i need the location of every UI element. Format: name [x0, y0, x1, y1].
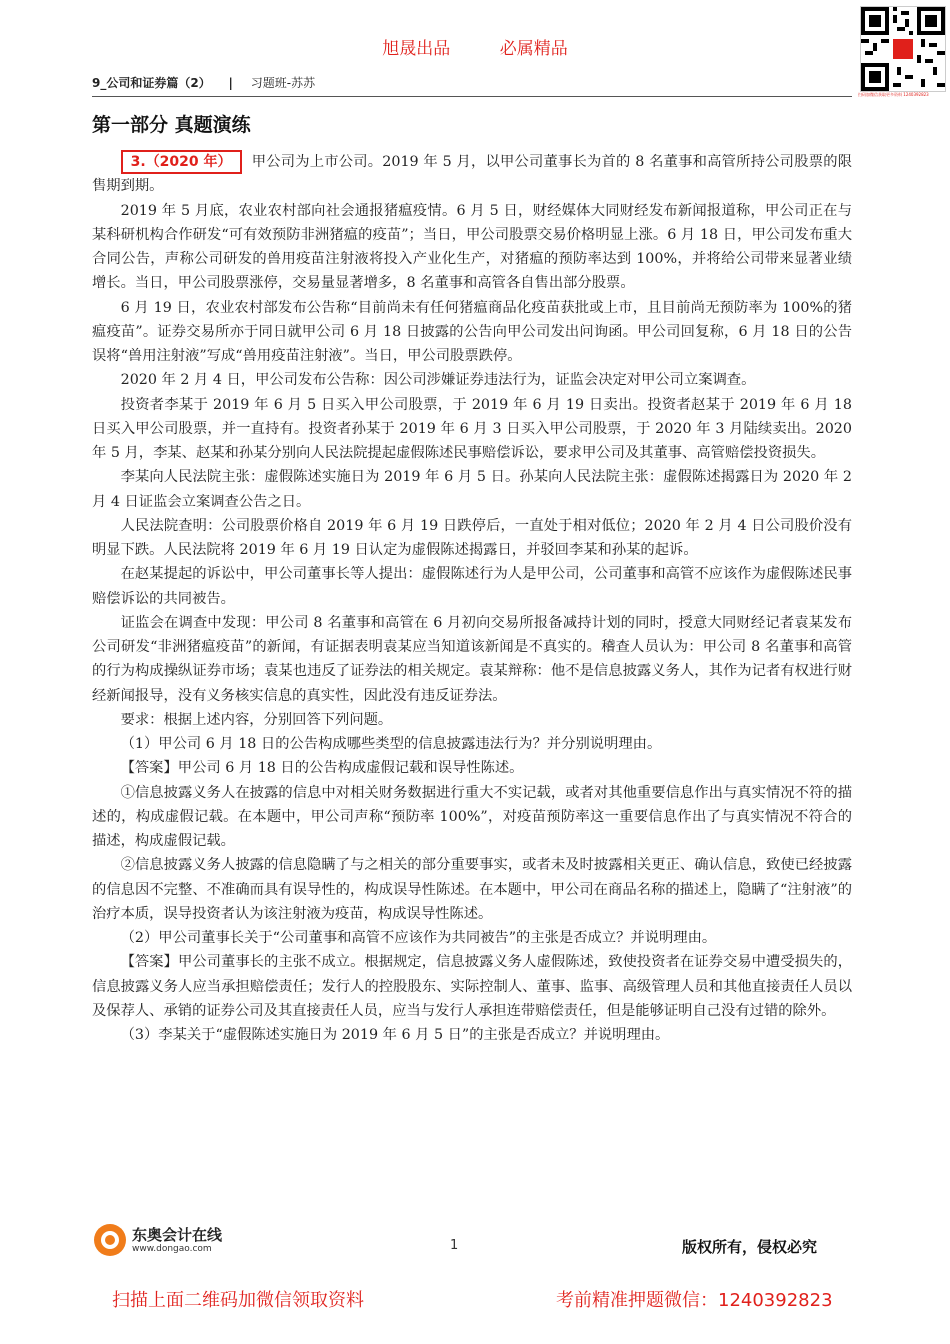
banner-left: 旭晟出品 — [382, 39, 451, 59]
question-body — [92, 150, 852, 1047]
logo-url: www.dongao.com — [132, 1244, 212, 1254]
logo-name: 东奥会计在线 — [132, 1226, 223, 1244]
promo-wechat: 考前精准押题微信：1240392823 — [556, 1290, 833, 1311]
question-paragraph: 2020 年 2 月 4 日，甲公司发布公告称：因公司涉嫌证券违法行为，证监会决定对甲公司立案调查。 — [120, 372, 756, 389]
qr-note: 扫码加微信获取更多资料 1240392823 — [858, 92, 929, 97]
question-paragraph: 人民法院查明：公司股票价格自 2019 年 6 月 19 日跌停后，一直处于相对低位；2020 年 2 月 4 日公司股价没有明显下跌。人民法院将 2019 年 6 月 19 日认定为虚假陈述揭露日，并驳回李某和孙某的起诉。 — [92, 517, 852, 558]
requirement-line: 要求：根据上述内容，分别回答下列问题。 — [120, 711, 393, 728]
question-paragraph: 李某向人民法院主张：虚假陈述实施日为 2019 年 6 月 5 日。孙某向人民法院主张：虚假陈述揭露日为 2020 年 2 月 4 日证监会立案调查公告之日。 — [92, 469, 852, 510]
header-separator: | — [228, 76, 233, 90]
question-paragraph: 在赵某提起的诉讼中，甲公司董事长等人提出：虚假陈述行为人是甲公司，公司董事和高管不应该作为虚假陈述民事赔偿诉讼的共同被告。 — [92, 566, 852, 607]
copyright-notice: 版权所有，侵权必究 — [682, 1238, 818, 1256]
question-badge: 3.（2020 年） — [121, 150, 242, 174]
question-paragraph: 6 月 19 日，农业农村部发布公告称“目前尚未有任何猪瘟商品化疫苗获批或上市，且目前尚无预防率为 100%的猪瘟疫苗”。证券交易所亦于同日就甲公司 6 月 18 日披露的公告向甲公司发出问询函。甲公司回复称，6 月 18 日的公告误将“兽用注射液”写成“兽用疫苗注射液”。当日，甲公司股票跌停。 — [92, 299, 852, 364]
answer-paragraph: 【答案】甲公司 6 月 18 日的公告构成虚假记载和误导性陈述。 — [120, 760, 524, 777]
promo-scan-qr: 扫描上面二维码加微信领取资料 — [112, 1290, 364, 1311]
question-paragraph: 投资者李某于 2019 年 6 月 5 日买入甲公司股票，于 2019 年 6 月 19 日卖出。投资者赵某于 2019 年 6 月 18 日买入甲公司股票，并一直持有。投资者孙某于 2019 年 6 月 3 日买入甲公司股票，于 2020 年 3 月陆续卖出。2020 年 5 月，李某、赵某和孙某分别向人民法院提起虚假陈述民事赔偿诉讼，要求甲公司及其董事、高管赔偿投资损失。 — [92, 396, 852, 461]
banner-right: 必属精品 — [499, 39, 568, 59]
question-paragraph: 2019 年 5 月底，农业农村部向社会通报猪瘟疫情。6 月 5 日，财经媒体大同财经发布新闻报道称，甲公司正在与某科研机构合作研发“可有效预防非洲猪瘟的疫苗”；当日，甲公司股票交易价格明显上涨。6 月 18 日，甲公司发布重大合同公告，声称公司研发的兽用疫苗注射液将投入产业化生产，对猪瘟的预防率达到 100%，并将给公司带来显著业绩增长。当日，甲公司股票涨停，交易量显著增多，8 名董事和高管各自售出部分股票。 — [92, 202, 852, 292]
course-header — [92, 74, 315, 91]
dongao-logo[interactable] — [92, 1222, 292, 1262]
sub-question: （2）甲公司董事长关于“公司董事和高管不应该作为共同被告”的主张是否成立？并说明理由。 — [120, 930, 717, 946]
question-paragraph: 3.（2020 年） 甲公司为上市公司。2019 年 5 月，以甲公司董事长为首的 8 名董事和高管所持公司股票的限售期到期。 — [92, 150, 852, 199]
qr-code-icon[interactable] — [860, 6, 946, 92]
answer-paragraph: ①信息披露义务人在披露的信息中对相关财务数据进行重大不实记载，或者对其他重要信息作出与真实情况不符的描述的，构成虚假记载。在本题中，甲公司声称“预防率 100%”，对疫苗预防率这一重要信息作出了与真实情况不符合的描述，构成虚假记载。 — [92, 784, 852, 849]
question-paragraph: 证监会在调查中发现：甲公司 8 名董事和高管在 6 月初向交易所报备减持计划的同时，授意大同财经记者袁某发布公司研发“非洲猪瘟疫苗”的新闻，有证据表明袁某应当知道该新闻是不真实的。稽查人员认为：甲公司 8 名董事和高管的行为构成操纵证券市场；袁某也违反了证券法的相关规定。袁某辩称：他不是信息披露义务人，其作为记者有权进行财经新闻报导，没有义务核实信息的真实性，因此没有违反证券法。 — [92, 614, 852, 704]
header-divider — [92, 96, 852, 97]
course-title: 9_公司和证券篇（2） — [92, 76, 211, 90]
teacher-name: 习题班-苏苏 — [250, 76, 316, 90]
section-title: 第一部分 真题演练 — [92, 114, 251, 136]
answer-paragraph: 【答案】甲公司董事长的主张不成立。根据规定，信息披露义务人虚假陈述，致使投资者在证券交易中遭受损失的，信息披露义务人应当承担赔偿责任；发行人的控股股东、实际控制人、董事、监事、高级管理人员和其他直接责任人员以及保荐人、承销的证券公司及其直接责任人员，应当与发行人承担连带赔偿责任，但是能够证明自己没有过错的除外。 — [92, 954, 852, 1019]
sub-question: （1）甲公司 6 月 18 日的公告构成哪些类型的信息披露违法行为？并分别说明理由。 — [120, 736, 662, 752]
top-banner — [0, 34, 950, 59]
answer-paragraph: ②信息披露义务人披露的信息隐瞒了与之相关的部分重要事实，或者未及时披露相关更正、确认信息，致使已经披露的信息因不完整、不准确而具有误导性的，构成误导性陈述。在本题中，甲公司在商品名称的描述上，隐瞒了“注射液”的治疗本质，误导投资者认为该注射液为疫苗，构成误导性陈述。 — [92, 857, 852, 922]
page-number: 1 — [450, 1238, 459, 1253]
sub-question: （3）李某关于“虚假陈述实施日为 2019 年 6 月 5 日”的主张是否成立？并说明理由。 — [120, 1027, 670, 1043]
dongao-logo-icon — [92, 1222, 128, 1258]
